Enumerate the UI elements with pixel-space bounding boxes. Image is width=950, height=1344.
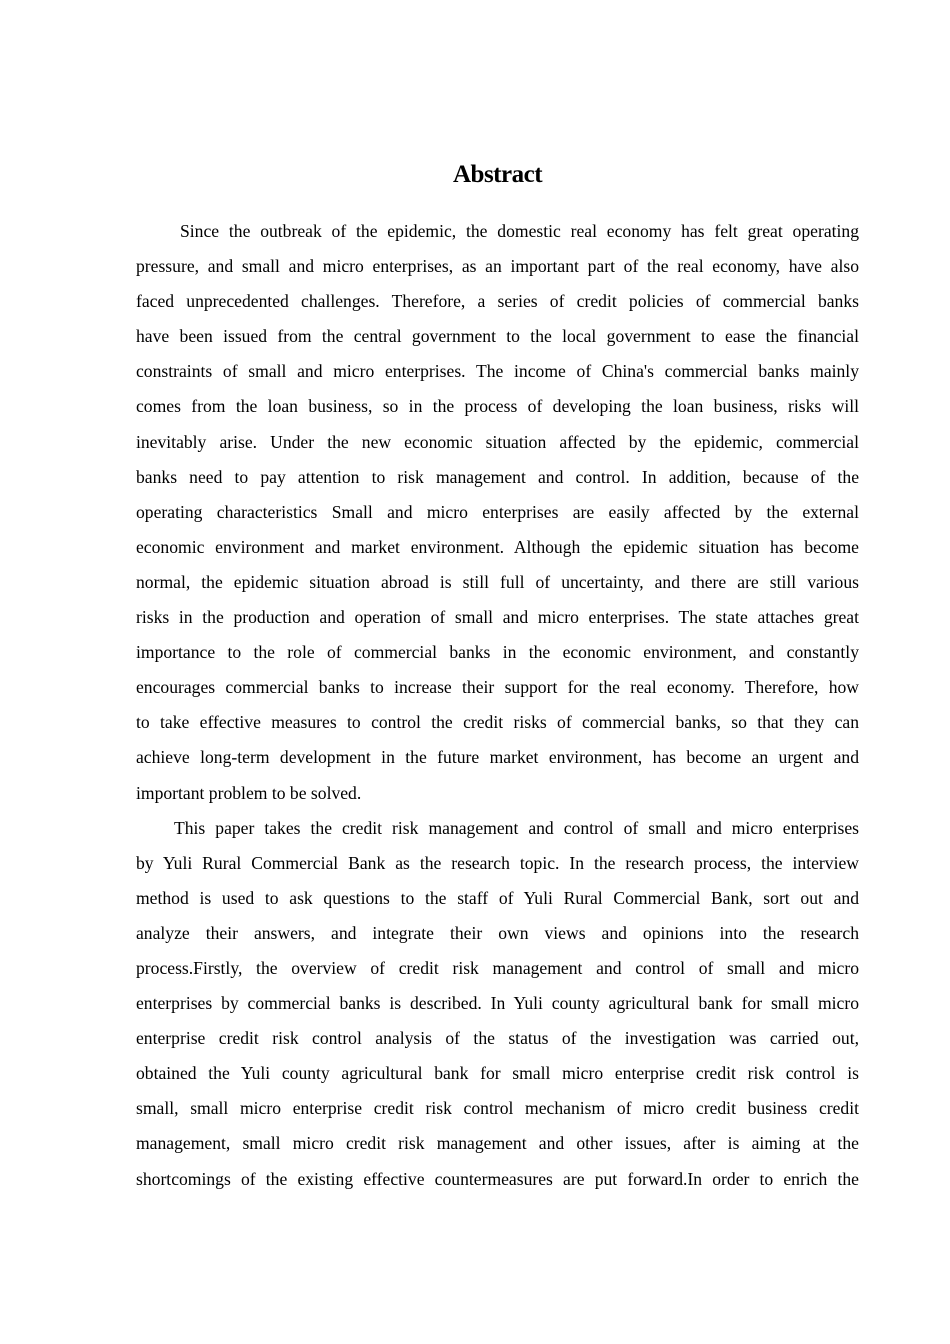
text-line: Since the outbreak of the epidemic, the domestic real economy has felt great operating bbox=[180, 221, 859, 241]
text-line: importance to the role of commercial banks in the economic environment, and constantly bbox=[136, 642, 859, 663]
text-line: have been issued from the central government to the local government to ease the financial bbox=[136, 326, 859, 347]
abstract-title: Abstract bbox=[452, 161, 543, 188]
text-line: obtained the Yuli county agricultural bank for small micro enterprise credit risk control is bbox=[136, 1063, 859, 1084]
text-line: achieve long-term development in the future market environment, has become an urgent and bbox=[136, 747, 859, 768]
abstract-body bbox=[136, 214, 859, 1197]
text-line: process.Firstly, the overview of credit risk management and control of small and micro bbox=[136, 957, 859, 978]
text-line: management, small micro credit risk management and other issues, after is aiming at the bbox=[136, 1133, 859, 1154]
text-line: This paper takes the credit risk management and control of small and micro enterprises bbox=[174, 817, 859, 838]
text-line: to take effective measures to control the credit risks of commercial banks, so that they can bbox=[136, 712, 859, 733]
text-line: constraints of small and micro enterprises. The income of China's commercial banks mainly bbox=[136, 361, 859, 382]
text-line: shortcomings of the existing effective countermeasures are put forward.In order to enrich the bbox=[136, 1168, 859, 1189]
text-line: risks in the production and operation of small and micro enterprises. The state attaches great bbox=[136, 607, 859, 628]
text-line: important problem to be solved. bbox=[136, 782, 362, 803]
text-line: encourages commercial banks to increase their support for the real economy. Therefore, how bbox=[136, 677, 859, 698]
text-line: normal, the epidemic situation abroad is still full of uncertainty, and there are still various bbox=[136, 571, 859, 592]
text-line: banks need to pay attention to risk management and control. In addition, because of the bbox=[136, 466, 859, 487]
text-line: pressure, and small and micro enterprises, as an important part of the real economy, have also bbox=[136, 256, 859, 277]
text-line: faced unprecedented challenges. Therefore, a series of credit policies of commercial banks bbox=[136, 291, 859, 312]
text-line: economic environment and market environment. Although the epidemic situation has become bbox=[136, 536, 859, 557]
text-line: enterprise credit risk control analysis of the status of the investigation was carried out, bbox=[136, 1028, 859, 1049]
text-line: small, small micro enterprise credit risk control mechanism of micro credit business credit bbox=[136, 1098, 859, 1119]
paragraph-2 bbox=[136, 811, 859, 1197]
text-line: enterprises by commercial banks is described. In Yuli county agricultural bank for small micro bbox=[136, 993, 859, 1014]
text-line: method is used to ask questions to the staff of Yuli Rural Commercial Bank, sort out and bbox=[136, 887, 859, 908]
text-line: operating characteristics Small and micro enterprises are easily affected by the external bbox=[136, 501, 859, 522]
text-line: comes from the loan business, so in the process of developing the loan business, risks will bbox=[136, 396, 859, 417]
text-line: inevitably arise. Under the new economic situation affected by the epidemic, commercial bbox=[136, 431, 859, 452]
paragraph-1 bbox=[136, 214, 859, 811]
text-line: by Yuli Rural Commercial Bank as the research topic. In the research process, the interview bbox=[136, 852, 859, 873]
text-line: analyze their answers, and integrate their own views and opinions into the research bbox=[136, 922, 859, 943]
